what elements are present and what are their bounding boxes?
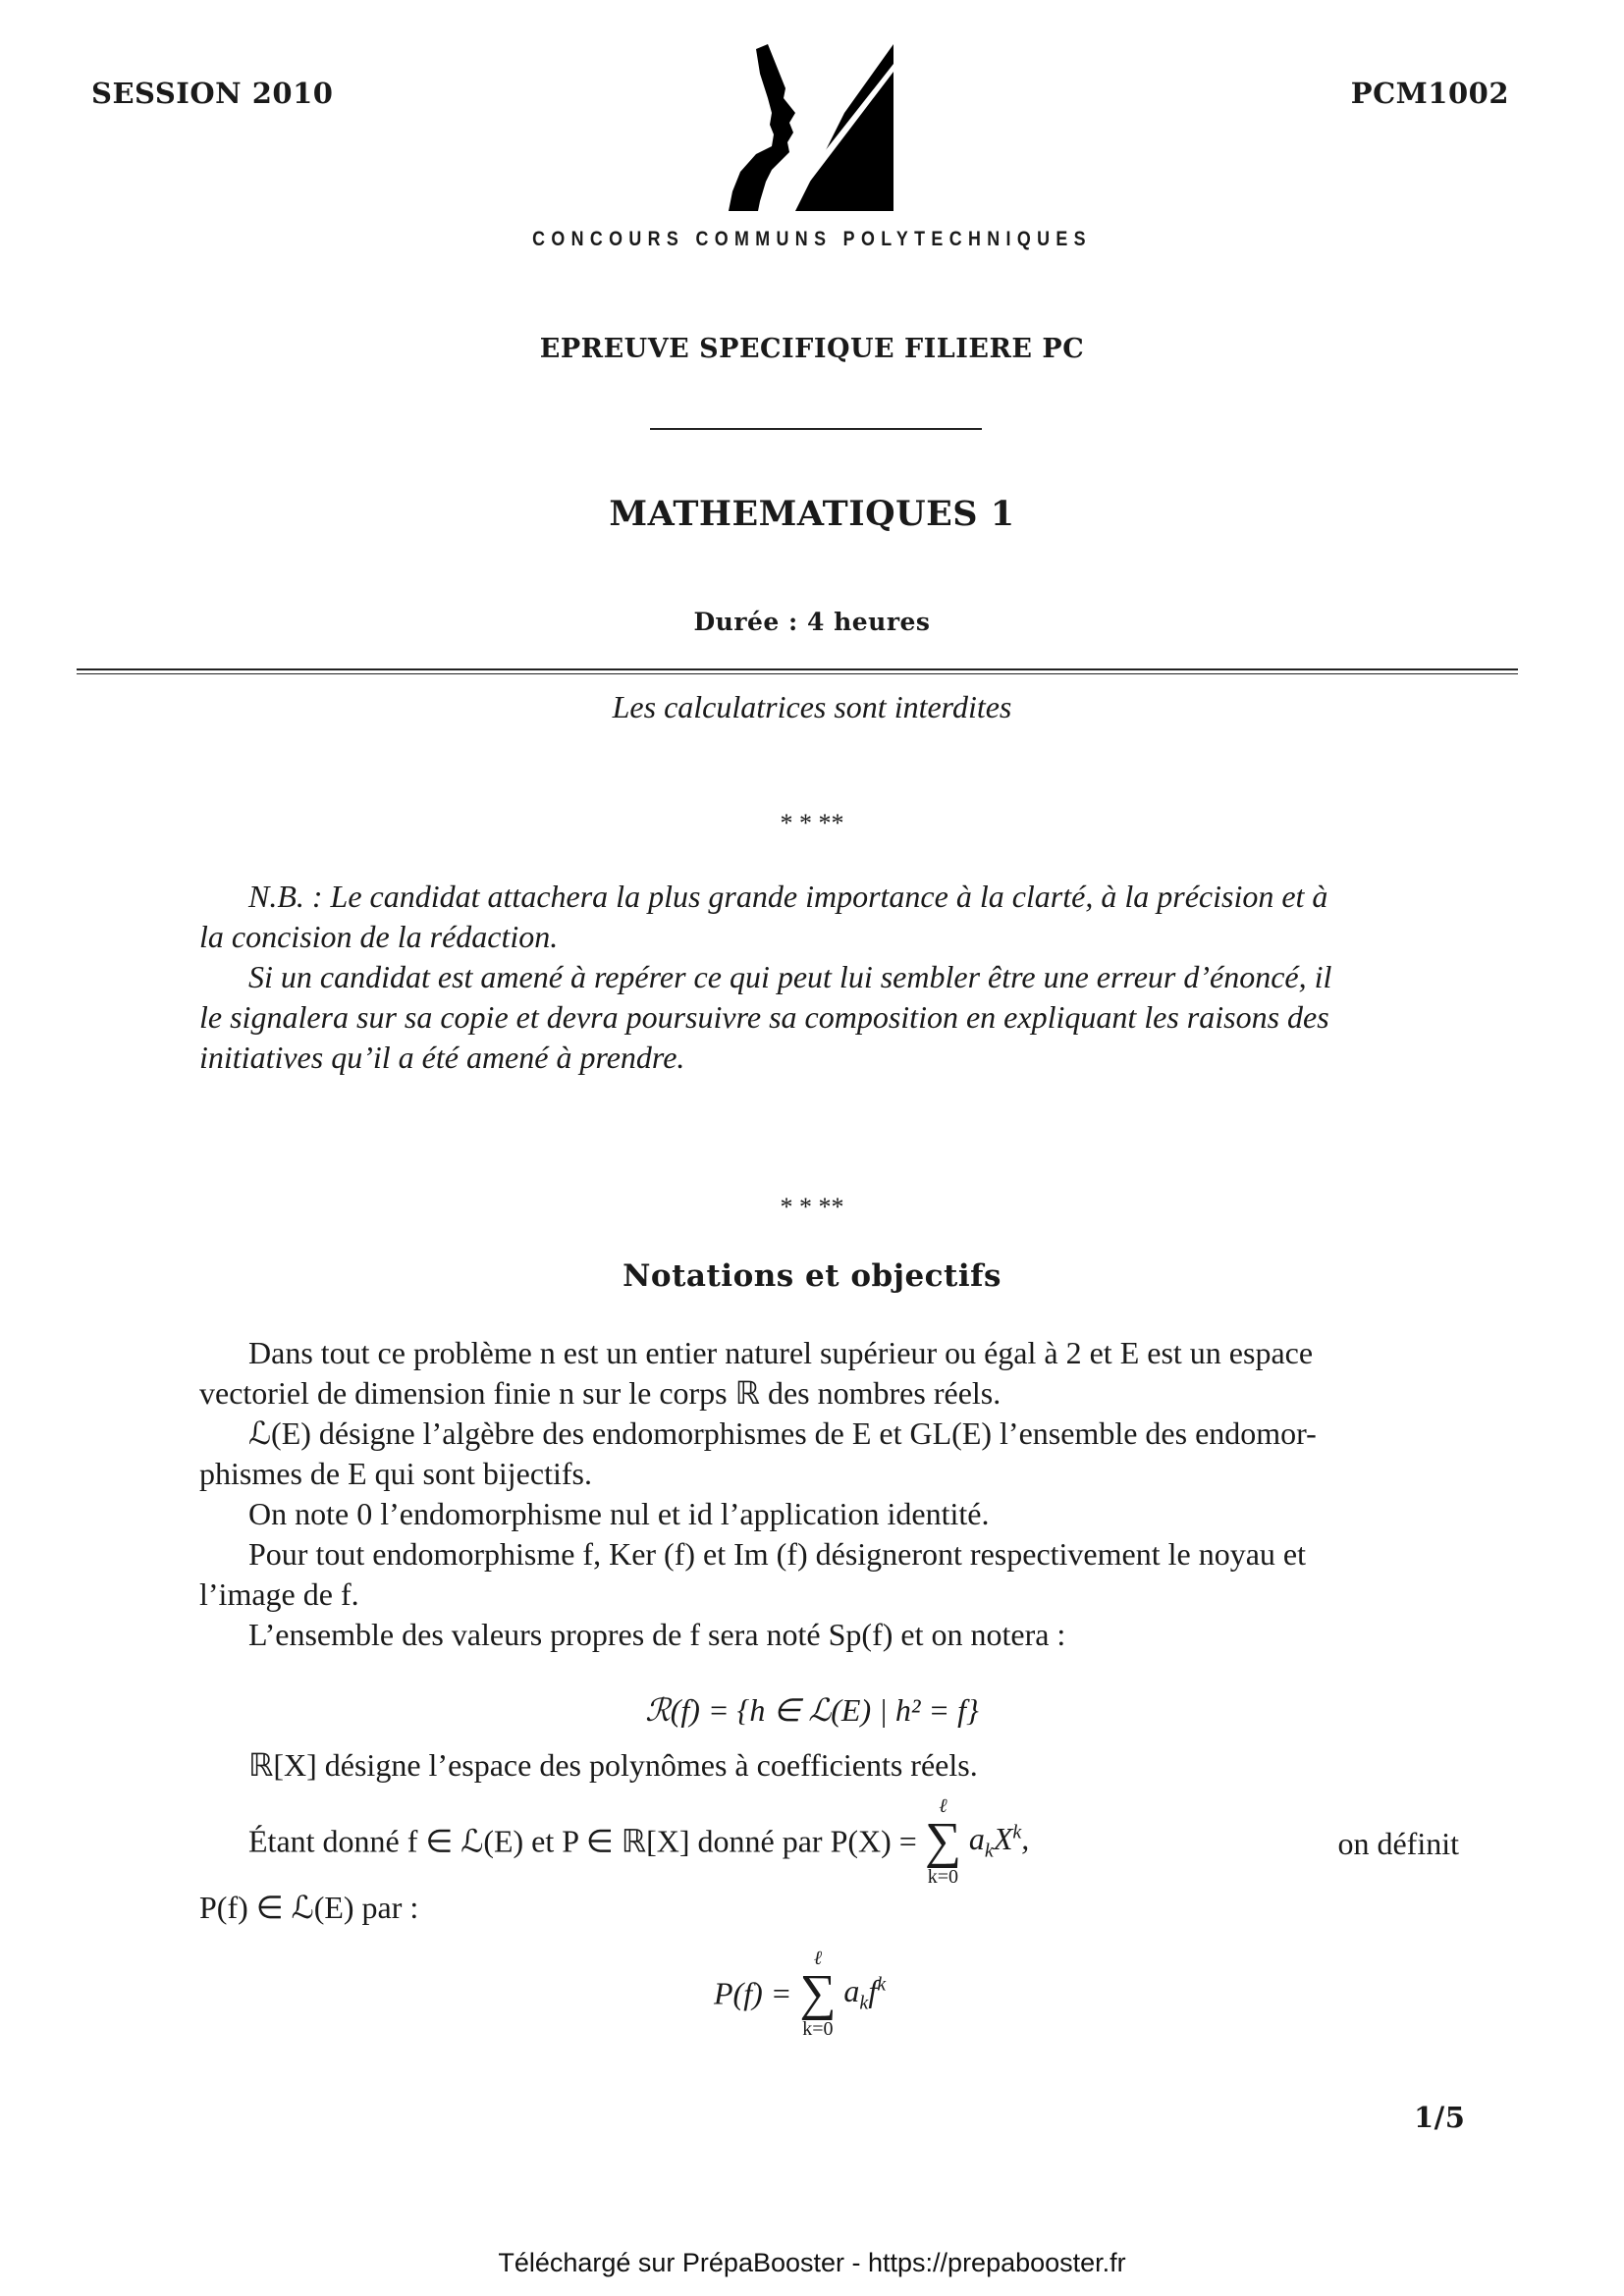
nb-line: la concision de la rédaction.: [199, 919, 559, 954]
formula-R: ℛ(f) = {h ∈ ℒ(E) | h² = f}: [645, 1692, 979, 1728]
nb-line: N.B. : Le candidat attachera la plus grande importance à la clarté, à la précision et à: [248, 879, 1328, 914]
epreuve-label: EPREUVE SPECIFIQUE FILIERE PC: [539, 334, 1085, 364]
session-label: SESSION 2010: [91, 77, 334, 110]
footer-download-link[interactable]: Téléchargé sur PrépaBooster - https://prepabooster.fr: [498, 2248, 1126, 2277]
body-line: phismes de E qui sont bijectifs.: [199, 1456, 592, 1491]
exam-code: PCM1002: [1350, 77, 1509, 110]
sum-upper: ℓ: [939, 1795, 947, 1817]
body-line: vectoriel de dimension finie n sur le corps ℝ des nombres réels.: [199, 1375, 1001, 1411]
double-rule-top: [77, 668, 1518, 670]
body-line: ℒ(E) désigne l’algèbre des endomorphismes de E et GL(E) l’ensemble des endomor-: [248, 1415, 1317, 1451]
body-text: [199, 1333, 1459, 1655]
sum-lower: k=0: [927, 1866, 959, 1888]
formula-P: [714, 1949, 886, 2039]
nb-line: Si un candidat est amené à repérer ce qui peut lui sembler être une erreur d’énoncé, il: [248, 959, 1332, 994]
body-line: P(f) ∈ ℒ(E) par :: [199, 1890, 419, 1925]
body-line: ℝ[X] désigne l’espace des polynômes à coefficients réels.: [248, 1747, 978, 1783]
calculator-note: Les calculatrices sont interdites: [612, 689, 1012, 724]
duration: Durée : 4 heures: [693, 608, 931, 636]
divider: [650, 428, 982, 430]
logo-text: CONCOURS COMMUNS POLYTECHNIQUES: [532, 228, 1092, 250]
sum-lower: k=0: [802, 2018, 834, 2040]
subject-title: MATHEMATIQUES 1: [609, 494, 1015, 534]
body-line: Dans tout ce problème n est un entier naturel supérieur ou égal à 2 et E est un espace: [248, 1335, 1314, 1370]
body-line: Pour tout endomorphisme f, Ker (f) et Im (f) désigneront respectivement le noyau et: [248, 1536, 1306, 1572]
section-title: Notations et objectifs: [623, 1258, 1001, 1294]
body-line: On note 0 l’endomorphisme nul et id l’application identité.: [248, 1496, 990, 1531]
separator-stars: * * **: [780, 809, 844, 837]
body-line: L’ensemble des valeurs propres de f sera noté Sp(f) et on notera :: [248, 1617, 1066, 1652]
nb-line: initiatives qu’il a été amené à prendre.: [199, 1040, 685, 1075]
nb-paragraph: [199, 877, 1459, 1078]
sigma-icon: ∑: [799, 1965, 837, 2021]
page-number: 1/5: [1414, 2101, 1466, 2134]
double-rule-bottom: [77, 673, 1518, 674]
ccp-logo-icon: [717, 44, 903, 216]
sum-symbol: [799, 1949, 836, 2039]
nb-line: le signalera sur sa copie et devra poursuivre sa composition en expliquant les raisons des: [199, 999, 1329, 1035]
etant-left: Étant donné f ∈ ℒ(E) et P ∈ ℝ[X] donné par P(X) =: [248, 1823, 917, 1859]
formula-P-left: P(f) =: [714, 1975, 792, 2011]
etant-line: [248, 1796, 1029, 1887]
body-line: l’image de f.: [199, 1576, 359, 1612]
separator-stars: * * **: [780, 1193, 844, 1221]
sum-symbol: [925, 1796, 961, 1887]
sigma-icon: ∑: [924, 1813, 961, 1869]
etant-right: on définit: [1337, 1826, 1459, 1861]
sum-upper: ℓ: [813, 1948, 823, 1969]
sum-term: $a_kX^k$,: [968, 1820, 1030, 1862]
sum-term: $a_kf^k$: [843, 1972, 887, 2014]
